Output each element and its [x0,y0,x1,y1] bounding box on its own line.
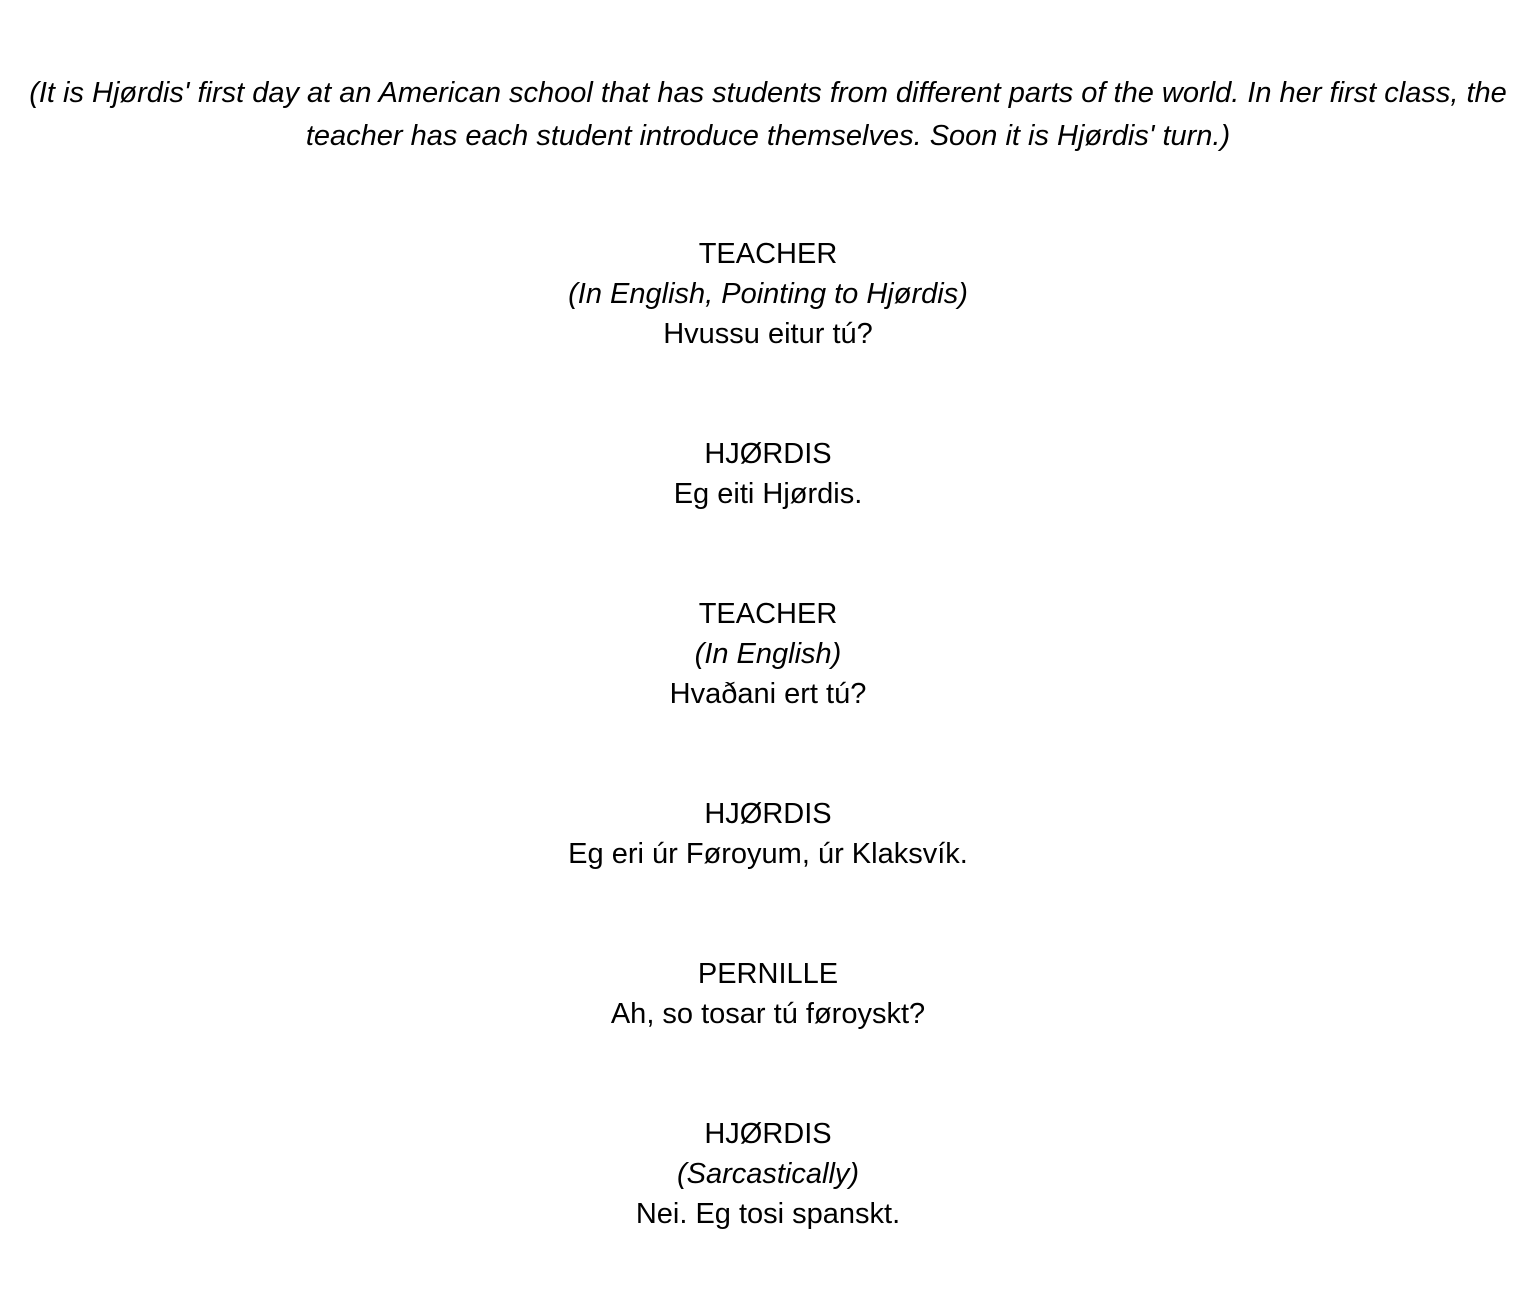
dialogue-line: Eg eiti Hjørdis. [673,478,863,510]
parenthetical: (In English, Pointing to Hjørdis) [568,278,968,310]
character-name: HJØRDIS [704,798,832,830]
dialogue-line: Eg eri úr Føroyum, úr Klaksvík. [568,838,968,870]
character-name: HJØRDIS [704,438,832,470]
dialogue-block [0,234,1536,354]
character-name: HJØRDIS [704,1118,832,1150]
dialogue-block [0,1114,1536,1234]
dialogue-block [0,954,1536,1034]
character-name: PERNILLE [697,958,839,990]
dialogue-block [0,434,1536,514]
parenthetical: (Sarcastically) [676,1158,860,1190]
character-name: TEACHER [698,238,838,270]
parenthetical: (In English) [694,638,842,670]
dialogue-line: Nei. Eg tosi spanskt. [635,1198,901,1230]
dialogue-line: Hvussu eitur tú? [663,318,873,350]
dialogue-line: Hvaðani ert tú? [669,678,867,710]
dialogue-block [0,594,1536,714]
character-name: TEACHER [698,598,838,630]
dialogue-line: Ah, so tosar tú føroyskt? [610,998,926,1030]
stage-direction: (It is Hjørdis' first day at an American school that has students from different parts of the world. In her first class, the teacher has each student introduce themselves. Soon it is Hjørdis' turn.) [29,77,1507,152]
dialogue-block [0,794,1536,874]
